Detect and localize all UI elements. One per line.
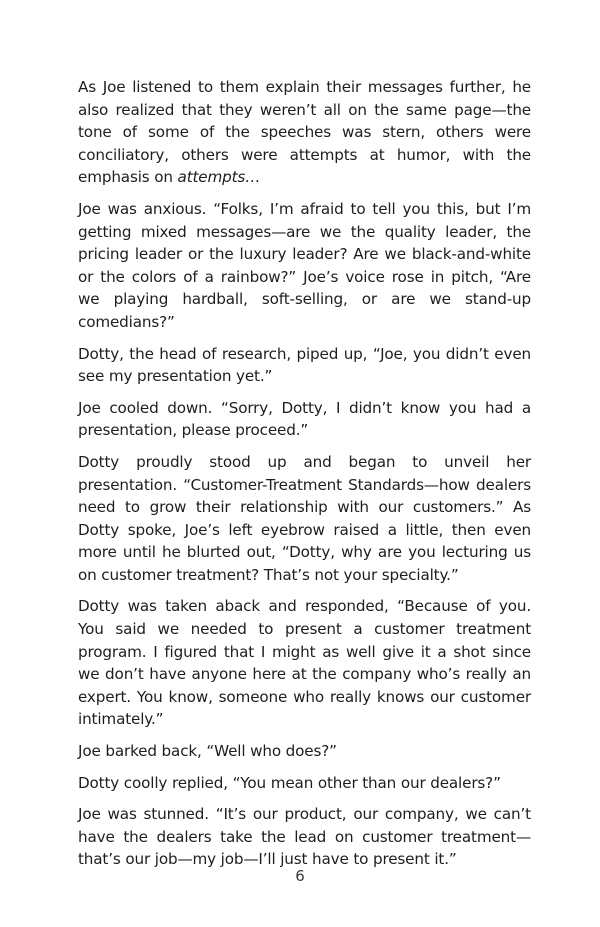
emphasized-word: attempts… — [177, 168, 261, 187]
paragraph-text: As Joe listened to them explain their messages further, he also realized that they weren’t all on the same page—the tone of some of the speeches was stern, others were conciliatory, others were attempts at humor, with the emphasis on — [78, 78, 531, 187]
paragraph: Joe cooled down. “Sorry, Dotty, I didn’t know you had a presentation, please proceed.” — [78, 398, 531, 440]
paragraph: Dotty was taken aback and responded, “Because of you. You said we needed to present a customer treatment program. I figured that I might as well give it a shot since we don’t have anyone here at the company who’s really an expert. You know, someone who really knows our customer intimately.” — [78, 597, 531, 729]
paragraph: Joe barked back, “Well who does?” — [78, 742, 337, 761]
paragraph: Dotty coolly replied, “You mean other than our dealers?” — [78, 773, 501, 792]
paragraph — [78, 76, 531, 189]
paragraph: Joe was stunned. “It’s our product, our company, we can’t have the dealers take the lead on customer treatment—that’s our job—my job—I’ll just have to present it.” — [78, 805, 531, 869]
page-number: 6 — [295, 867, 305, 885]
paragraph: Dotty, the head of research, piped up, “Joe, you didn’t even see my presentation yet.” — [78, 344, 531, 386]
paragraph: Dotty proudly stood up and began to unveil her presentation. “Customer-Treatment Standards—how dealers need to grow their relationship with our customers.” As Dotty spoke, Joe’s left eyebrow raised a little, then even more until he blurted out, “Dotty, why are you lecturing us on customer treatment? That’s not your specialty.” — [78, 452, 531, 584]
paragraph: Joe was anxious. “Folks, I’m afraid to tell you this, but I’m getting mixed messages—are we the quality leader, the pricing leader or the luxury leader? Are we black-and-white or the colors of a rainbow?” Joe’s voice rose in pitch, “Are we playing hardball, soft-selling, or are we stand-up comedians?” — [78, 199, 531, 331]
page-body — [78, 76, 531, 880]
